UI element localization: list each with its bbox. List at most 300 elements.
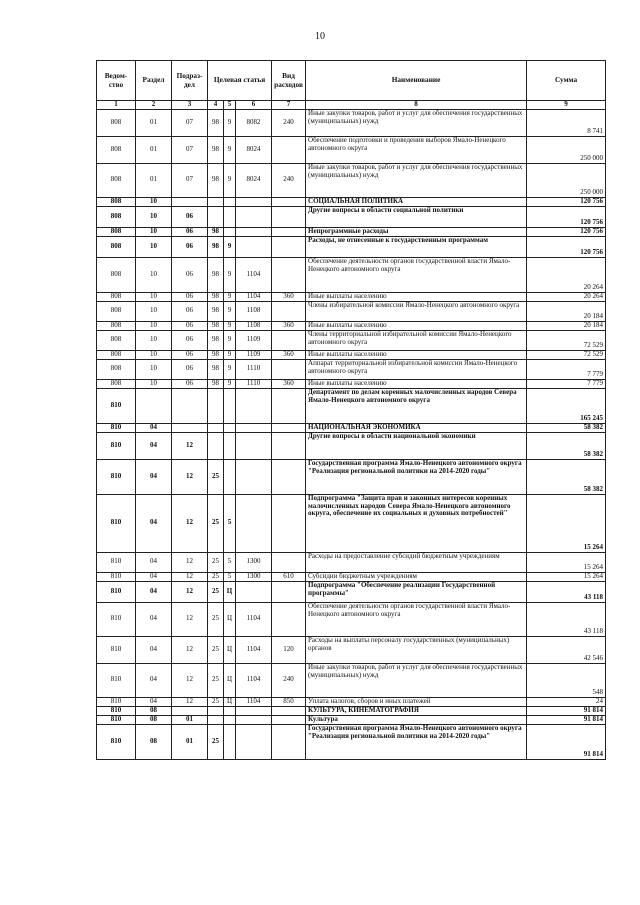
cell-target-direction <box>236 423 272 432</box>
cell-dept: 808 <box>97 301 136 321</box>
cell-expense-type <box>272 494 306 552</box>
cell-section: 04 <box>136 697 172 706</box>
cell-target-program <box>208 388 224 423</box>
column-number: 7 <box>272 101 306 110</box>
table-row <box>97 494 606 552</box>
cell-expense-type <box>272 301 306 321</box>
column-number: 9 <box>527 101 606 110</box>
cell-name: Другие вопросы в области национальной экономики <box>306 432 527 459</box>
cell-amount: 91 814 <box>527 715 606 724</box>
cell-target-direction: 1109 <box>236 330 272 350</box>
cell-name: Иные выплаты населению <box>306 321 527 330</box>
cell-subsection: 06 <box>172 321 208 330</box>
cell-section: 10 <box>136 197 172 206</box>
cell-amount: 120 756 <box>527 206 606 227</box>
column-number: 8 <box>306 101 527 110</box>
cell-expense-type: 360 <box>272 379 306 388</box>
cell-target-program: 98 <box>208 109 224 136</box>
cell-dept: 810 <box>97 423 136 432</box>
cell-expense-type <box>272 432 306 459</box>
cell-target-program <box>208 197 224 206</box>
cell-target-subprogram: 5 <box>224 552 236 572</box>
cell-target-direction <box>236 197 272 206</box>
table-row <box>97 663 606 697</box>
cell-target-subprogram <box>224 459 236 494</box>
cell-target-program: 25 <box>208 724 224 759</box>
cell-amount: 15 264 <box>527 572 606 581</box>
cell-target-program: 25 <box>208 581 224 602</box>
cell-expense-type: 610 <box>272 572 306 581</box>
cell-expense-type <box>272 236 306 257</box>
cell-name: Подпрограмма "Обеспечение реализации Государственной программы" <box>306 581 527 602</box>
cell-section: 10 <box>136 236 172 257</box>
column-number-row <box>97 101 606 110</box>
cell-name: Аппарат территориальной избирательной комиссии Ямало-Ненецкого автономного округа <box>306 359 527 379</box>
cell-name: Культура <box>306 715 527 724</box>
cell-dept: 810 <box>97 581 136 602</box>
cell-target-program: 98 <box>208 292 224 301</box>
cell-subsection <box>172 197 208 206</box>
cell-amount: 20 184 <box>527 301 606 321</box>
cell-target-direction: 8082 <box>236 109 272 136</box>
cell-name: Государственная программа Ямало-Ненецкого автономного округа "Реализация региональной политики на 2014-2020 годы" <box>306 459 527 494</box>
cell-target-subprogram: 5 <box>224 494 236 552</box>
cell-amount: 24 <box>527 697 606 706</box>
cell-section: 04 <box>136 602 172 636</box>
cell-name: Иные выплаты населению <box>306 292 527 301</box>
cell-target-direction: 1108 <box>236 321 272 330</box>
table-row <box>97 163 606 197</box>
cell-subsection: 01 <box>172 724 208 759</box>
cell-subsection: 12 <box>172 572 208 581</box>
cell-target-program: 98 <box>208 321 224 330</box>
cell-target-program <box>208 423 224 432</box>
table-row <box>97 602 606 636</box>
cell-dept: 808 <box>97 379 136 388</box>
cell-section: 10 <box>136 321 172 330</box>
cell-dept: 808 <box>97 236 136 257</box>
cell-section: 10 <box>136 330 172 350</box>
cell-target-subprogram: 9 <box>224 236 236 257</box>
cell-target-direction: 1108 <box>236 301 272 321</box>
cell-target-program: 98 <box>208 236 224 257</box>
cell-expense-type <box>272 330 306 350</box>
cell-name: Иные выплаты населению <box>306 379 527 388</box>
cell-expense-type: 850 <box>272 697 306 706</box>
table-row <box>97 379 606 388</box>
cell-expense-type <box>272 724 306 759</box>
header-target: Целевая статья <box>208 61 272 101</box>
cell-subsection <box>172 388 208 423</box>
header-expense-type: Вид расходов <box>272 61 306 101</box>
cell-amount: 72 529 <box>527 350 606 359</box>
cell-dept: 810 <box>97 724 136 759</box>
cell-dept: 810 <box>97 388 136 423</box>
column-number: 5 <box>224 101 236 110</box>
cell-amount: 165 245 <box>527 388 606 423</box>
cell-target-program: 98 <box>208 379 224 388</box>
cell-amount: 120 756 <box>527 227 606 236</box>
cell-target-subprogram: Ц <box>224 636 236 663</box>
cell-target-direction <box>236 236 272 257</box>
header-name: Наименование <box>306 61 527 101</box>
cell-expense-type <box>272 715 306 724</box>
cell-expense-type <box>272 359 306 379</box>
cell-dept: 810 <box>97 697 136 706</box>
cell-dept: 810 <box>97 572 136 581</box>
cell-expense-type <box>272 602 306 636</box>
cell-target-direction: 1104 <box>236 697 272 706</box>
cell-name: Непрограммные расходы <box>306 227 527 236</box>
cell-expense-type: 360 <box>272 321 306 330</box>
cell-expense-type <box>272 552 306 572</box>
header-section: Раздел <box>136 61 172 101</box>
table-row <box>97 359 606 379</box>
cell-amount: 7 779 <box>527 379 606 388</box>
cell-target-direction <box>236 724 272 759</box>
cell-target-direction: 1104 <box>236 292 272 301</box>
cell-amount: 58 382 <box>527 459 606 494</box>
cell-dept: 810 <box>97 602 136 636</box>
cell-amount: 20 184 <box>527 321 606 330</box>
header-amount: Сумма <box>527 61 606 101</box>
cell-name: Расходы на предоставление субсидий бюджетным учреждениям <box>306 552 527 572</box>
cell-amount: 58 382 <box>527 423 606 432</box>
cell-name: Департамент по делам коренных малочисленных народов Севера Ямало-Ненецкого автономного округа <box>306 388 527 423</box>
cell-section: 08 <box>136 724 172 759</box>
cell-amount: 250 000 <box>527 136 606 163</box>
cell-section: 04 <box>136 636 172 663</box>
cell-target-program <box>208 706 224 715</box>
cell-amount: 43 118 <box>527 581 606 602</box>
cell-dept: 808 <box>97 350 136 359</box>
cell-target-direction: 1300 <box>236 552 272 572</box>
cell-target-program: 98 <box>208 359 224 379</box>
cell-target-program: 98 <box>208 136 224 163</box>
cell-target-program: 98 <box>208 227 224 236</box>
cell-section: 10 <box>136 257 172 292</box>
table-row <box>97 136 606 163</box>
cell-target-direction: 1109 <box>236 350 272 359</box>
cell-expense-type <box>272 706 306 715</box>
cell-target-program: 25 <box>208 552 224 572</box>
cell-name: Иные закупки товаров, работ и услуг для обеспечения государственных (муниципальных) нужд <box>306 163 527 197</box>
cell-target-program <box>208 432 224 459</box>
cell-subsection: 06 <box>172 227 208 236</box>
budget-table <box>96 60 606 760</box>
cell-expense-type <box>272 206 306 227</box>
header-dept: Ведом-ство <box>97 61 136 101</box>
cell-expense-type: 240 <box>272 163 306 197</box>
cell-target-subprogram: Ц <box>224 697 236 706</box>
table-row <box>97 257 606 292</box>
cell-target-subprogram: 9 <box>224 330 236 350</box>
table-row <box>97 197 606 206</box>
table-row <box>97 706 606 715</box>
cell-amount: 15 264 <box>527 494 606 552</box>
cell-amount: 120 756 <box>527 236 606 257</box>
table-row <box>97 552 606 572</box>
cell-expense-type <box>272 459 306 494</box>
table-row <box>97 301 606 321</box>
cell-name: Расходы на выплаты персоналу государственных (муниципальных) органов <box>306 636 527 663</box>
cell-dept: 810 <box>97 432 136 459</box>
cell-target-subprogram: Ц <box>224 581 236 602</box>
cell-dept: 810 <box>97 494 136 552</box>
cell-amount: 20 264 <box>527 292 606 301</box>
cell-subsection: 12 <box>172 459 208 494</box>
cell-name: Иные закупки товаров, работ и услуг для обеспечения государственных (муниципальных) нужд <box>306 663 527 697</box>
cell-section: 10 <box>136 292 172 301</box>
cell-section: 04 <box>136 572 172 581</box>
cell-target-program: 98 <box>208 301 224 321</box>
cell-expense-type <box>272 197 306 206</box>
cell-subsection <box>172 706 208 715</box>
table-row <box>97 581 606 602</box>
cell-target-subprogram: 9 <box>224 292 236 301</box>
cell-target-subprogram <box>224 388 236 423</box>
table-row <box>97 321 606 330</box>
cell-subsection: 12 <box>172 636 208 663</box>
cell-name: Обеспечение деятельности органов государственной власти Ямало-Ненецкого автономного округа <box>306 257 527 292</box>
cell-section: 10 <box>136 379 172 388</box>
table-row <box>97 697 606 706</box>
cell-section: 04 <box>136 494 172 552</box>
cell-target-direction: 1104 <box>236 602 272 636</box>
column-number: 3 <box>172 101 208 110</box>
column-number: 4 <box>208 101 224 110</box>
cell-subsection: 07 <box>172 163 208 197</box>
cell-name: КУЛЬТУРА, КИНЕМАТОГРАФИЯ <box>306 706 527 715</box>
cell-dept: 808 <box>97 227 136 236</box>
cell-subsection: 06 <box>172 292 208 301</box>
cell-name: Члены территориальной избирательной комиссии Ямало-Ненецкого автономного округа <box>306 330 527 350</box>
cell-expense-type <box>272 388 306 423</box>
cell-subsection: 06 <box>172 330 208 350</box>
cell-section: 10 <box>136 301 172 321</box>
cell-section: 10 <box>136 350 172 359</box>
cell-subsection: 06 <box>172 301 208 321</box>
table-body <box>97 109 606 759</box>
cell-expense-type <box>272 136 306 163</box>
cell-target-program: 98 <box>208 350 224 359</box>
table-row <box>97 423 606 432</box>
table-row <box>97 227 606 236</box>
cell-target-program: 25 <box>208 572 224 581</box>
cell-target-subprogram <box>224 432 236 459</box>
cell-target-direction <box>236 432 272 459</box>
cell-subsection: 06 <box>172 257 208 292</box>
table-row <box>97 388 606 423</box>
table-row <box>97 330 606 350</box>
cell-name: Субсидии бюджетным учреждениям <box>306 572 527 581</box>
cell-expense-type: 240 <box>272 109 306 136</box>
cell-dept: 808 <box>97 197 136 206</box>
cell-amount: 15 264 <box>527 552 606 572</box>
table-row <box>97 350 606 359</box>
table-row <box>97 636 606 663</box>
cell-section: 04 <box>136 581 172 602</box>
cell-subsection: 06 <box>172 359 208 379</box>
cell-amount: 250 000 <box>527 163 606 197</box>
cell-name: Обеспечение подготовки и проведения выборов Ямало-Ненецкого автономного округа <box>306 136 527 163</box>
table-row <box>97 236 606 257</box>
cell-target-subprogram <box>224 206 236 227</box>
cell-subsection: 12 <box>172 552 208 572</box>
table-row <box>97 715 606 724</box>
cell-target-subprogram: 9 <box>224 379 236 388</box>
cell-section: 04 <box>136 663 172 697</box>
cell-expense-type: 240 <box>272 663 306 697</box>
cell-amount: 91 814 <box>527 724 606 759</box>
cell-subsection: 12 <box>172 663 208 697</box>
cell-dept: 810 <box>97 706 136 715</box>
cell-target-subprogram <box>224 423 236 432</box>
cell-amount: 43 118 <box>527 602 606 636</box>
column-number: 6 <box>236 101 272 110</box>
cell-target-direction <box>236 388 272 423</box>
cell-name: Государственная программа Ямало-Ненецкого автономного округа "Реализация региональной политики на 2014-2020 годы" <box>306 724 527 759</box>
cell-target-subprogram <box>224 724 236 759</box>
cell-dept: 810 <box>97 715 136 724</box>
cell-subsection: 12 <box>172 494 208 552</box>
cell-expense-type <box>272 581 306 602</box>
cell-target-direction: 1110 <box>236 359 272 379</box>
cell-name: Обеспечение деятельности органов государственной власти Ямало-Ненецкого автономного округа <box>306 602 527 636</box>
cell-target-direction: 1110 <box>236 379 272 388</box>
cell-target-direction: 8024 <box>236 136 272 163</box>
cell-target-program: 25 <box>208 494 224 552</box>
cell-target-program: 25 <box>208 459 224 494</box>
cell-section: 10 <box>136 227 172 236</box>
cell-expense-type <box>272 257 306 292</box>
cell-subsection: 07 <box>172 136 208 163</box>
cell-dept: 808 <box>97 257 136 292</box>
cell-expense-type <box>272 423 306 432</box>
cell-subsection: 06 <box>172 236 208 257</box>
cell-target-subprogram <box>224 706 236 715</box>
cell-target-subprogram <box>224 197 236 206</box>
cell-target-program: 98 <box>208 330 224 350</box>
cell-target-subprogram: 9 <box>224 301 236 321</box>
cell-section: 10 <box>136 359 172 379</box>
cell-subsection: 06 <box>172 379 208 388</box>
cell-target-subprogram <box>224 227 236 236</box>
cell-amount: 20 264 <box>527 257 606 292</box>
cell-dept: 808 <box>97 163 136 197</box>
cell-target-direction <box>236 706 272 715</box>
cell-target-direction: 1104 <box>236 636 272 663</box>
cell-section: 08 <box>136 715 172 724</box>
cell-dept: 810 <box>97 459 136 494</box>
cell-target-direction: 1300 <box>236 572 272 581</box>
cell-amount: 91 814 <box>527 706 606 715</box>
cell-target-direction <box>236 494 272 552</box>
table-row <box>97 459 606 494</box>
cell-name: СОЦИАЛЬНАЯ ПОЛИТИКА <box>306 197 527 206</box>
cell-section: 04 <box>136 552 172 572</box>
header-row <box>97 61 606 101</box>
cell-target-subprogram: 9 <box>224 257 236 292</box>
cell-target-subprogram: 9 <box>224 163 236 197</box>
cell-target-direction: 1104 <box>236 257 272 292</box>
cell-name: Расходы, не отнесенные к государственным программам <box>306 236 527 257</box>
table-row <box>97 432 606 459</box>
table-row <box>97 724 606 759</box>
cell-subsection: 12 <box>172 697 208 706</box>
cell-section: 01 <box>136 136 172 163</box>
cell-subsection: 06 <box>172 350 208 359</box>
cell-subsection: 06 <box>172 206 208 227</box>
cell-target-direction: 1104 <box>236 663 272 697</box>
cell-name: НАЦИОНАЛЬНАЯ ЭКОНОМИКА <box>306 423 527 432</box>
table-row <box>97 206 606 227</box>
cell-section: 08 <box>136 706 172 715</box>
cell-dept: 808 <box>97 206 136 227</box>
cell-dept: 808 <box>97 292 136 301</box>
cell-target-program: 98 <box>208 257 224 292</box>
cell-amount: 42 546 <box>527 636 606 663</box>
cell-section <box>136 388 172 423</box>
cell-expense-type: 120 <box>272 636 306 663</box>
cell-subsection: 12 <box>172 432 208 459</box>
cell-section: 01 <box>136 163 172 197</box>
cell-amount: 7 779 <box>527 359 606 379</box>
cell-section: 04 <box>136 432 172 459</box>
cell-target-program <box>208 206 224 227</box>
cell-name: Члены избирательной комиссии Ямало-Ненецкого автономного округа <box>306 301 527 321</box>
header-subsection: Подраз-дел <box>172 61 208 101</box>
cell-amount: 58 382 <box>527 432 606 459</box>
cell-dept: 808 <box>97 359 136 379</box>
cell-name: Иные закупки товаров, работ и услуг для обеспечения государственных (муниципальных) нужд <box>306 109 527 136</box>
table-row <box>97 109 606 136</box>
cell-target-subprogram: Ц <box>224 602 236 636</box>
cell-expense-type: 360 <box>272 350 306 359</box>
cell-amount: 120 756 <box>527 197 606 206</box>
cell-dept: 810 <box>97 636 136 663</box>
cell-target-program: 25 <box>208 697 224 706</box>
cell-subsection: 12 <box>172 602 208 636</box>
cell-dept: 810 <box>97 663 136 697</box>
cell-dept: 810 <box>97 552 136 572</box>
cell-target-direction <box>236 715 272 724</box>
cell-target-direction <box>236 206 272 227</box>
cell-expense-type: 360 <box>272 292 306 301</box>
cell-target-subprogram: Ц <box>224 663 236 697</box>
cell-target-program: 25 <box>208 602 224 636</box>
cell-expense-type <box>272 227 306 236</box>
cell-target-subprogram: 9 <box>224 359 236 379</box>
cell-target-subprogram: 9 <box>224 136 236 163</box>
table-row <box>97 292 606 301</box>
cell-target-direction <box>236 581 272 602</box>
cell-name: Другие вопросы в области социальной политики <box>306 206 527 227</box>
cell-target-direction <box>236 227 272 236</box>
cell-section: 04 <box>136 459 172 494</box>
page-number: 10 <box>315 31 325 42</box>
cell-target-program: 25 <box>208 663 224 697</box>
cell-target-subprogram: 9 <box>224 350 236 359</box>
cell-name: Подпрограмма "Защита прав и законных интересов коренных малочисленных народов Севера Ямало-Ненецкого автономного округа, обеспечение их социальных и духовных потребностей" <box>306 494 527 552</box>
column-number: 2 <box>136 101 172 110</box>
cell-target-subprogram: 9 <box>224 321 236 330</box>
cell-amount: 8 741 <box>527 109 606 136</box>
cell-target-subprogram <box>224 715 236 724</box>
cell-subsection <box>172 423 208 432</box>
cell-dept: 808 <box>97 136 136 163</box>
cell-section: 10 <box>136 206 172 227</box>
